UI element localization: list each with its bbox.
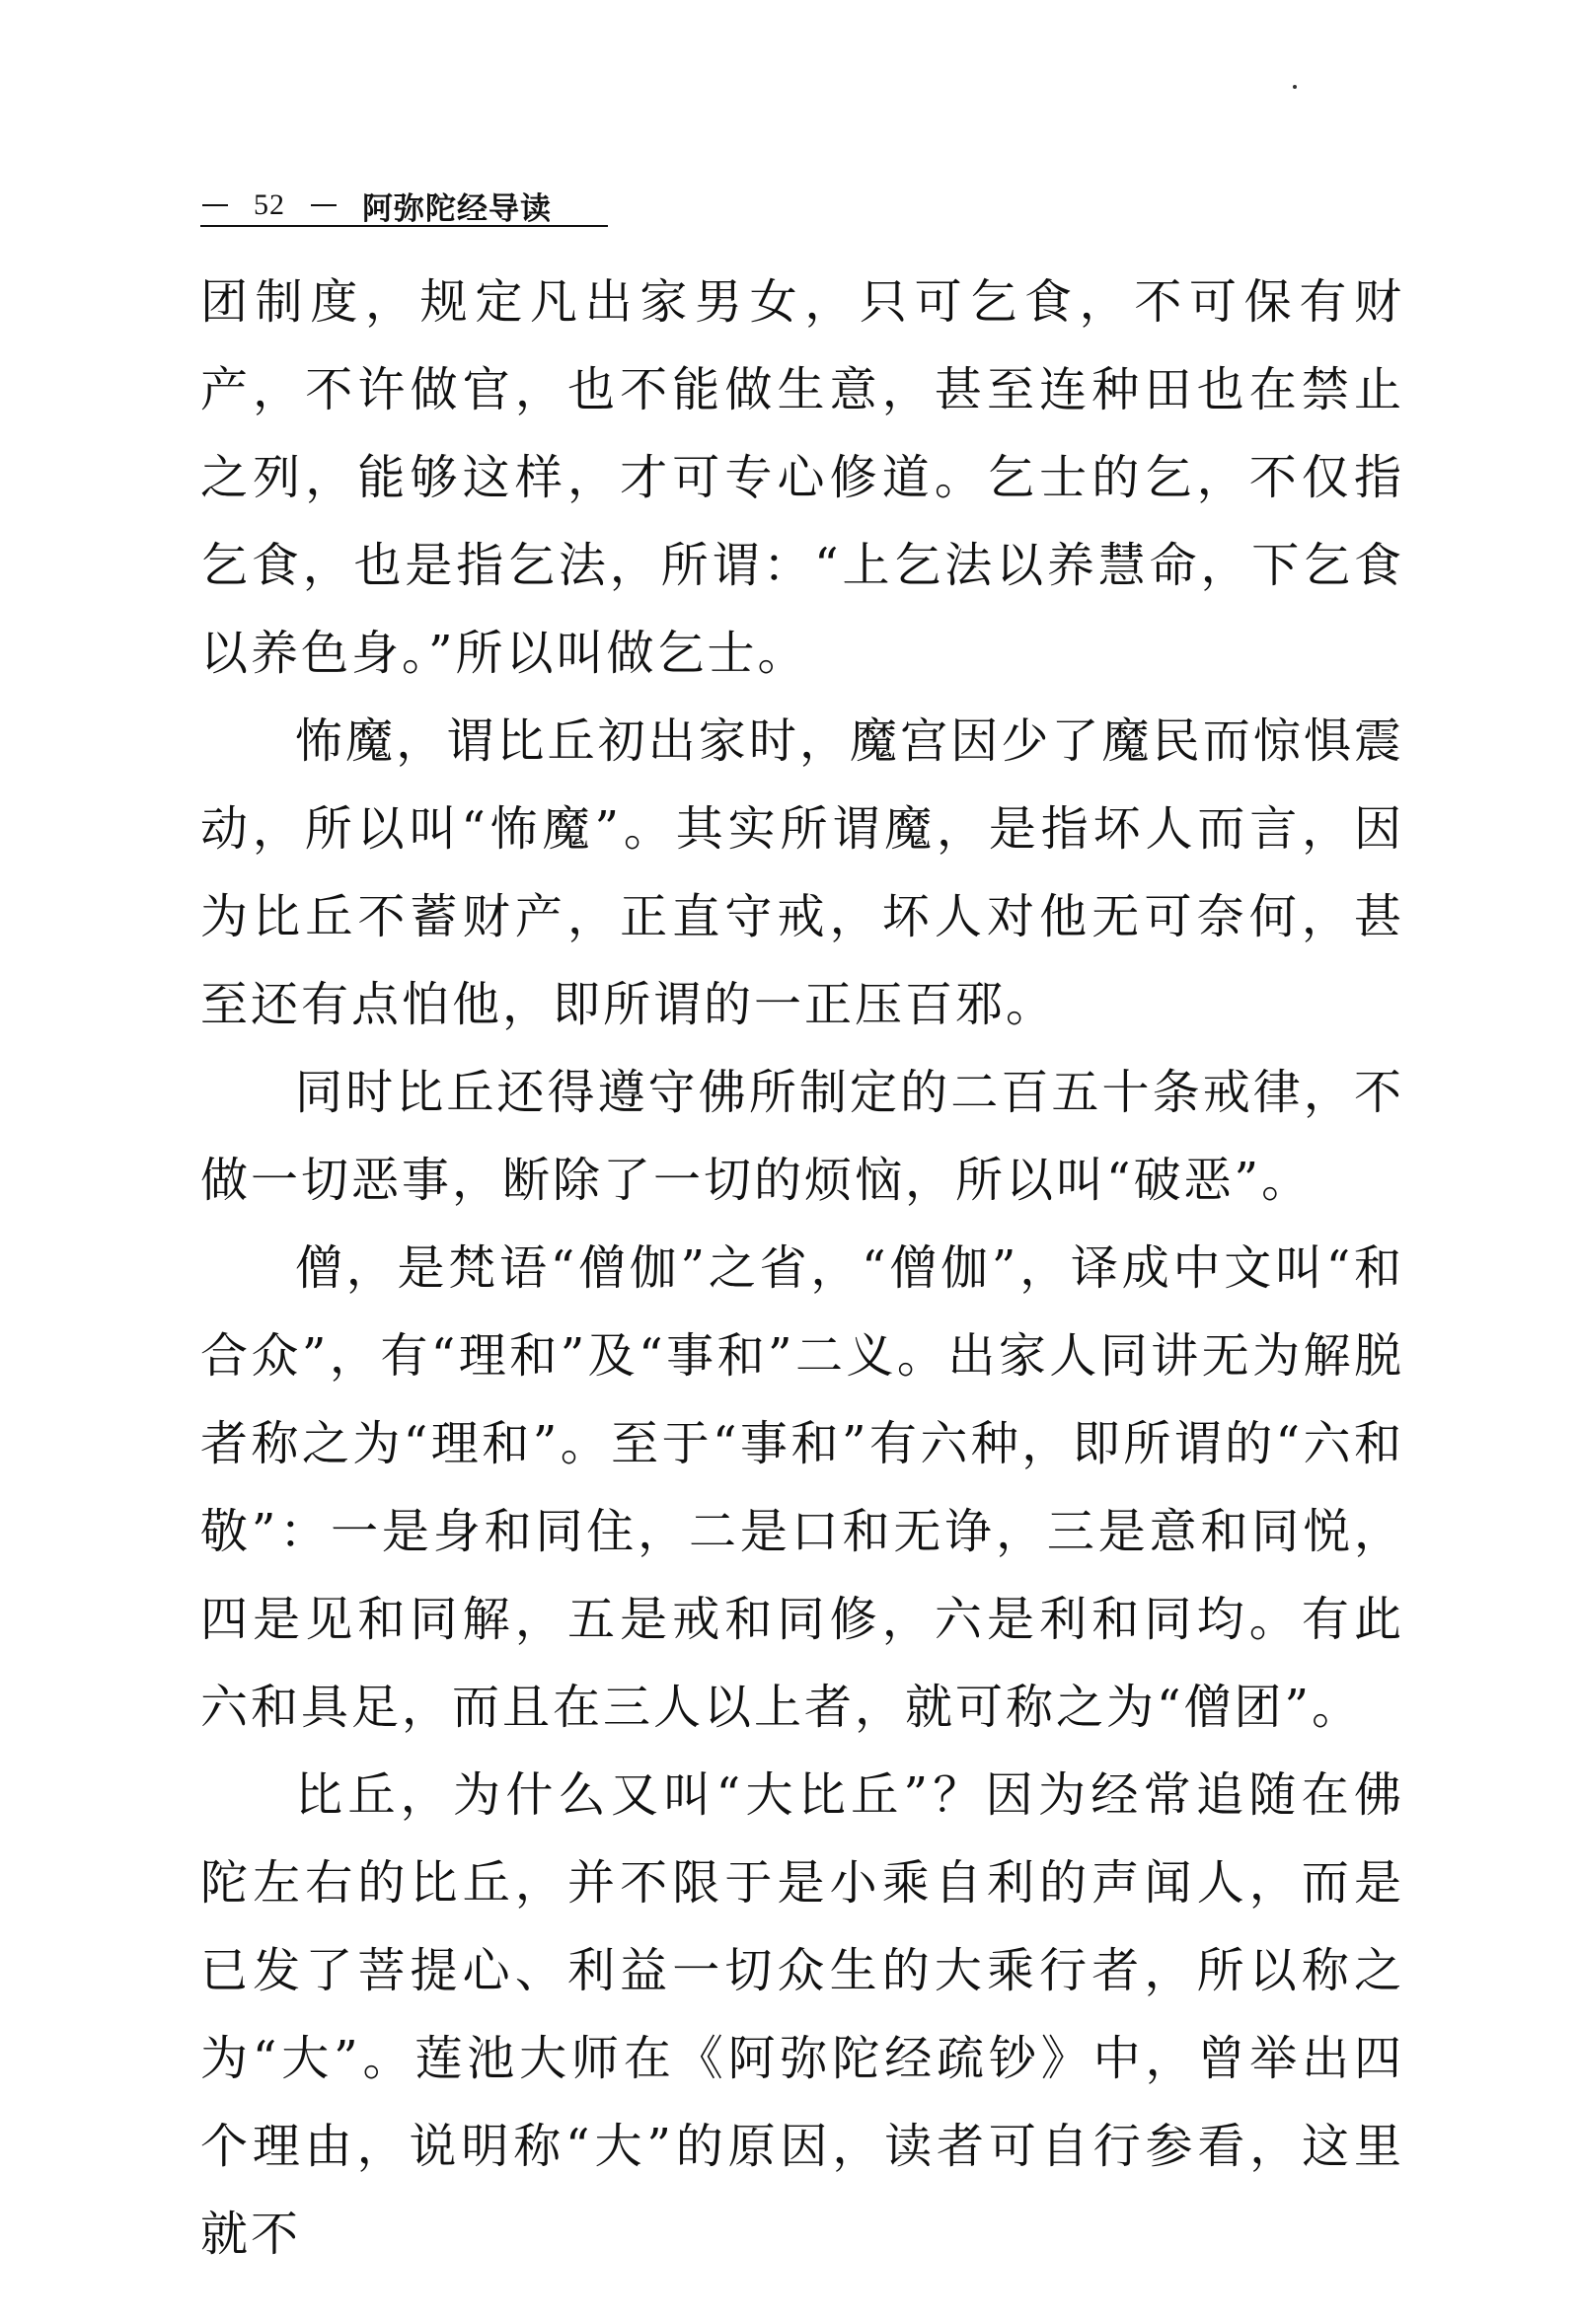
book-title: 阿弥陀经导读 [362, 190, 552, 227]
scan-speck [1293, 85, 1297, 89]
header-dash-left [202, 204, 228, 206]
page-number: 52 [254, 188, 285, 221]
paragraph: 同时比丘还得遵守佛所制定的二百五十条戒律，不做一切恶事，断除了一切的烦恼，所以叫“破恶”。 [200, 1065, 1404, 1208]
paragraph: 僧，是梵语“僧伽”之省，“僧伽”，译成中文叫“和合众”，有“理和”及“事和”二义。出家人同讲无为解脱者称之为“理和”。至于“事和”有六种，即所谓的“六和敬”：一是身和同住，二是口和无诤，三是意和同悦，四是见和同解，五是戒和同修，六是利和同均。有此六和具足，而且在三人以上者，就可称之为“僧团”。 [200, 1240, 1404, 1735]
paragraph: 比丘，为什么又叫“大比丘”？因为经常追随在佛陀左右的比丘，并不限于是小乘自利的声闻人，而是已发了菩提心、利益一切众生的大乘行者，所以称之为“大”。莲池大师在《阿弥陀经疏钞》中，曾举出四个理由，说明称“大”的原因，读者可自行参看，这里就不 [200, 1767, 1404, 2262]
body-text [200, 259, 1404, 2279]
header-underline [200, 225, 608, 227]
header-dash-right [311, 204, 337, 206]
paragraph-continued: 团制度，规定凡出家男女，只可乞食，不可保有财产，不许做官，也不能做生意，甚至连种田也在禁止之列，能够这样，才可专心修道。乞士的乞，不仅指乞食，也是指乞法，所谓：“上乞法以养慧命，下乞食以养色身。”所以叫做乞士。 [200, 274, 1404, 681]
paragraph: 怖魔，谓比丘初出家时，魔宫因少了魔民而惊惧震动，所以叫“怖魔”。其实所谓魔，是指坏人而言，因为比丘不蓄财产，正直守戒，坏人对他无可奈何，甚至还有点怕他，即所谓的一正压百邪。 [200, 713, 1404, 1032]
